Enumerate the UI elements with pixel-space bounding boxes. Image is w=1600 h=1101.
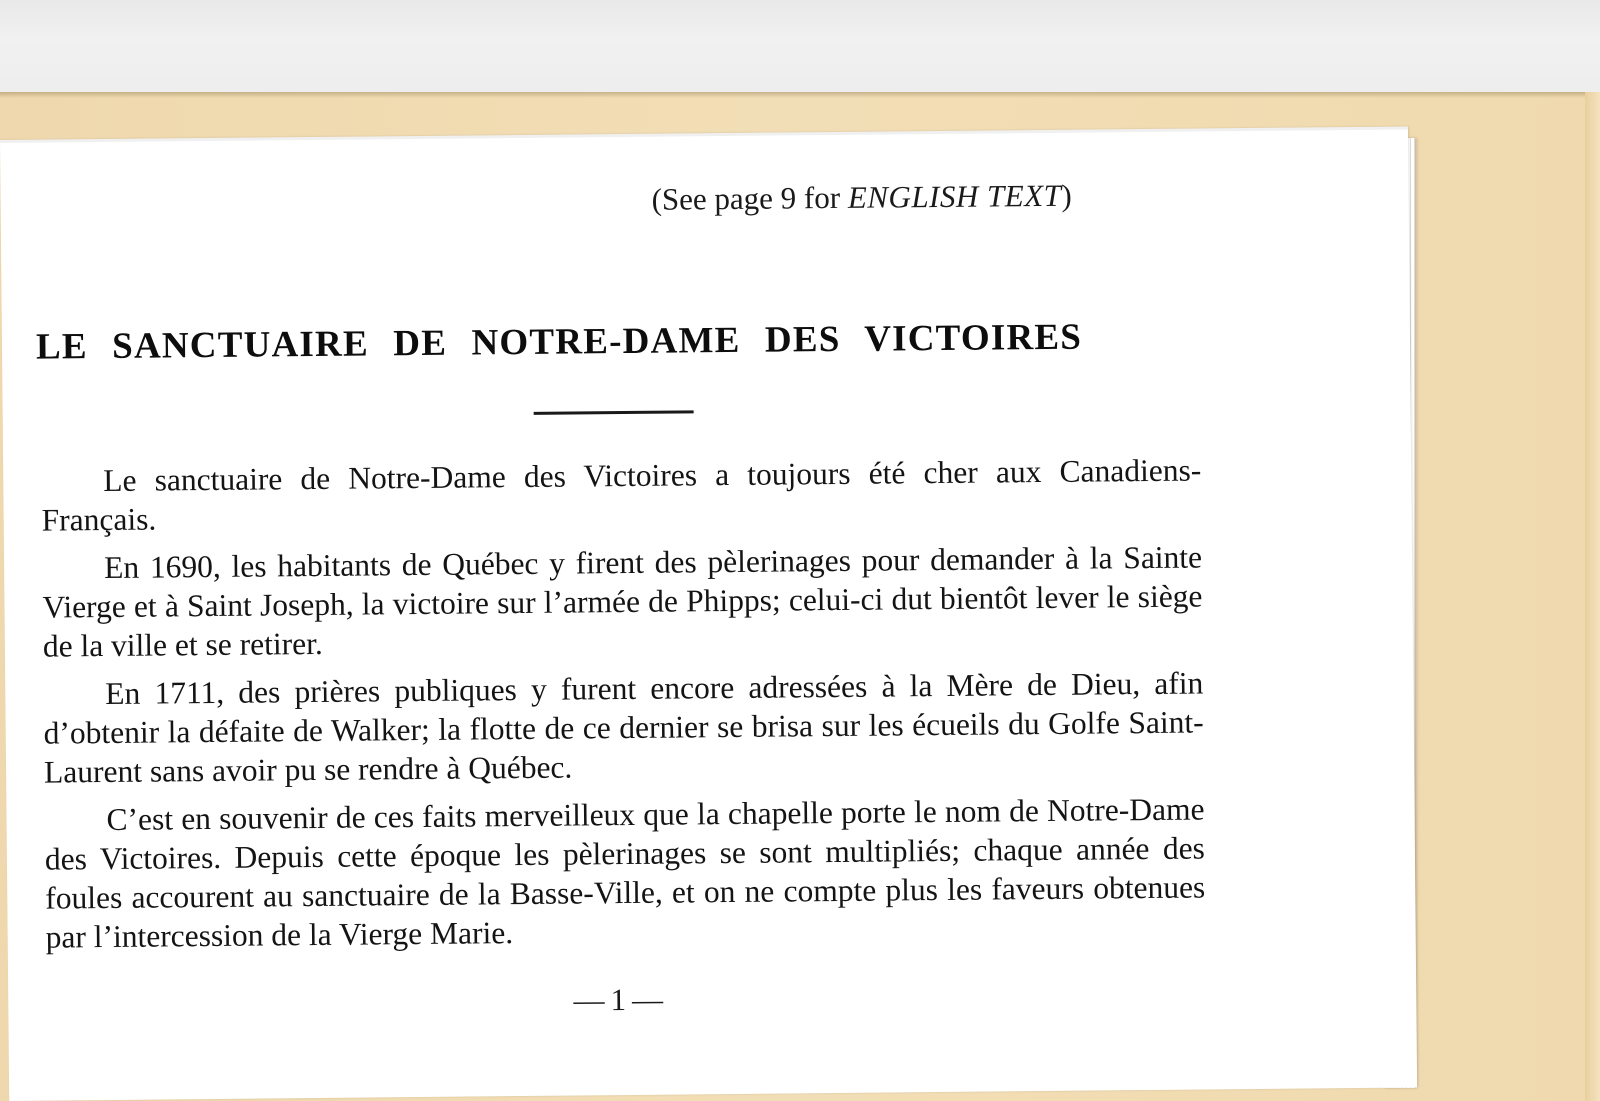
scanner-background [0, 0, 1600, 100]
backing-right-edge [1585, 92, 1600, 1101]
paragraph: En 1711, des prières publiques y furent encore adressées à la Mère de Dieu, afin d’obtenir la défaite de Walker; la flotte de ce dernier se brisa sur les écueils du Golfe Saint-Laurent sans avoir pu se rendre à Québec. [43, 665, 1204, 790]
reference-prefix: (See page 9 for [651, 179, 849, 217]
page-number-value: 1 [610, 982, 627, 1018]
title-rule [534, 410, 694, 415]
page-number [8, 976, 1228, 1024]
english-text-reference [651, 178, 1071, 218]
paragraph: Le sanctuaire de Notre-Dame des Victoires a toujours été cher aux Canadiens-Français. [41, 452, 1202, 538]
backing-shadow [0, 92, 1600, 98]
page-number-dash-left: — [573, 982, 605, 1018]
page-number-dash-right: — [631, 981, 664, 1017]
page-title: LE SANCTUAIRE DE NOTRE-DAME DES VICTOIRES [35, 316, 1083, 368]
paragraph: En 1690, les habitants de Québec y firent des pèlerinages pour demander à la Sainte Vierge et à Saint Joseph, la victoire sur l’armée de Phipps; celui-ci dut bientôt lever le siège de la ville et se retirer. [42, 539, 1203, 664]
paragraph: C’est en souvenir de ces faits merveilleux que la chapelle porte le nom de Notre-Dame des Victoires. Depuis cette époque les pèlerinages se sont multipliés; chaque année des foules accourent au sanctuaire de la Basse-Ville, et on ne compte plus les faveurs obtenues par l’intercession de la Vierge Marie. [44, 791, 1206, 955]
body-text [41, 450, 1206, 965]
reference-suffix: ) [1061, 177, 1072, 213]
document-page [0, 126, 1417, 1100]
reference-emphasis: ENGLISH TEXT [847, 177, 1062, 215]
